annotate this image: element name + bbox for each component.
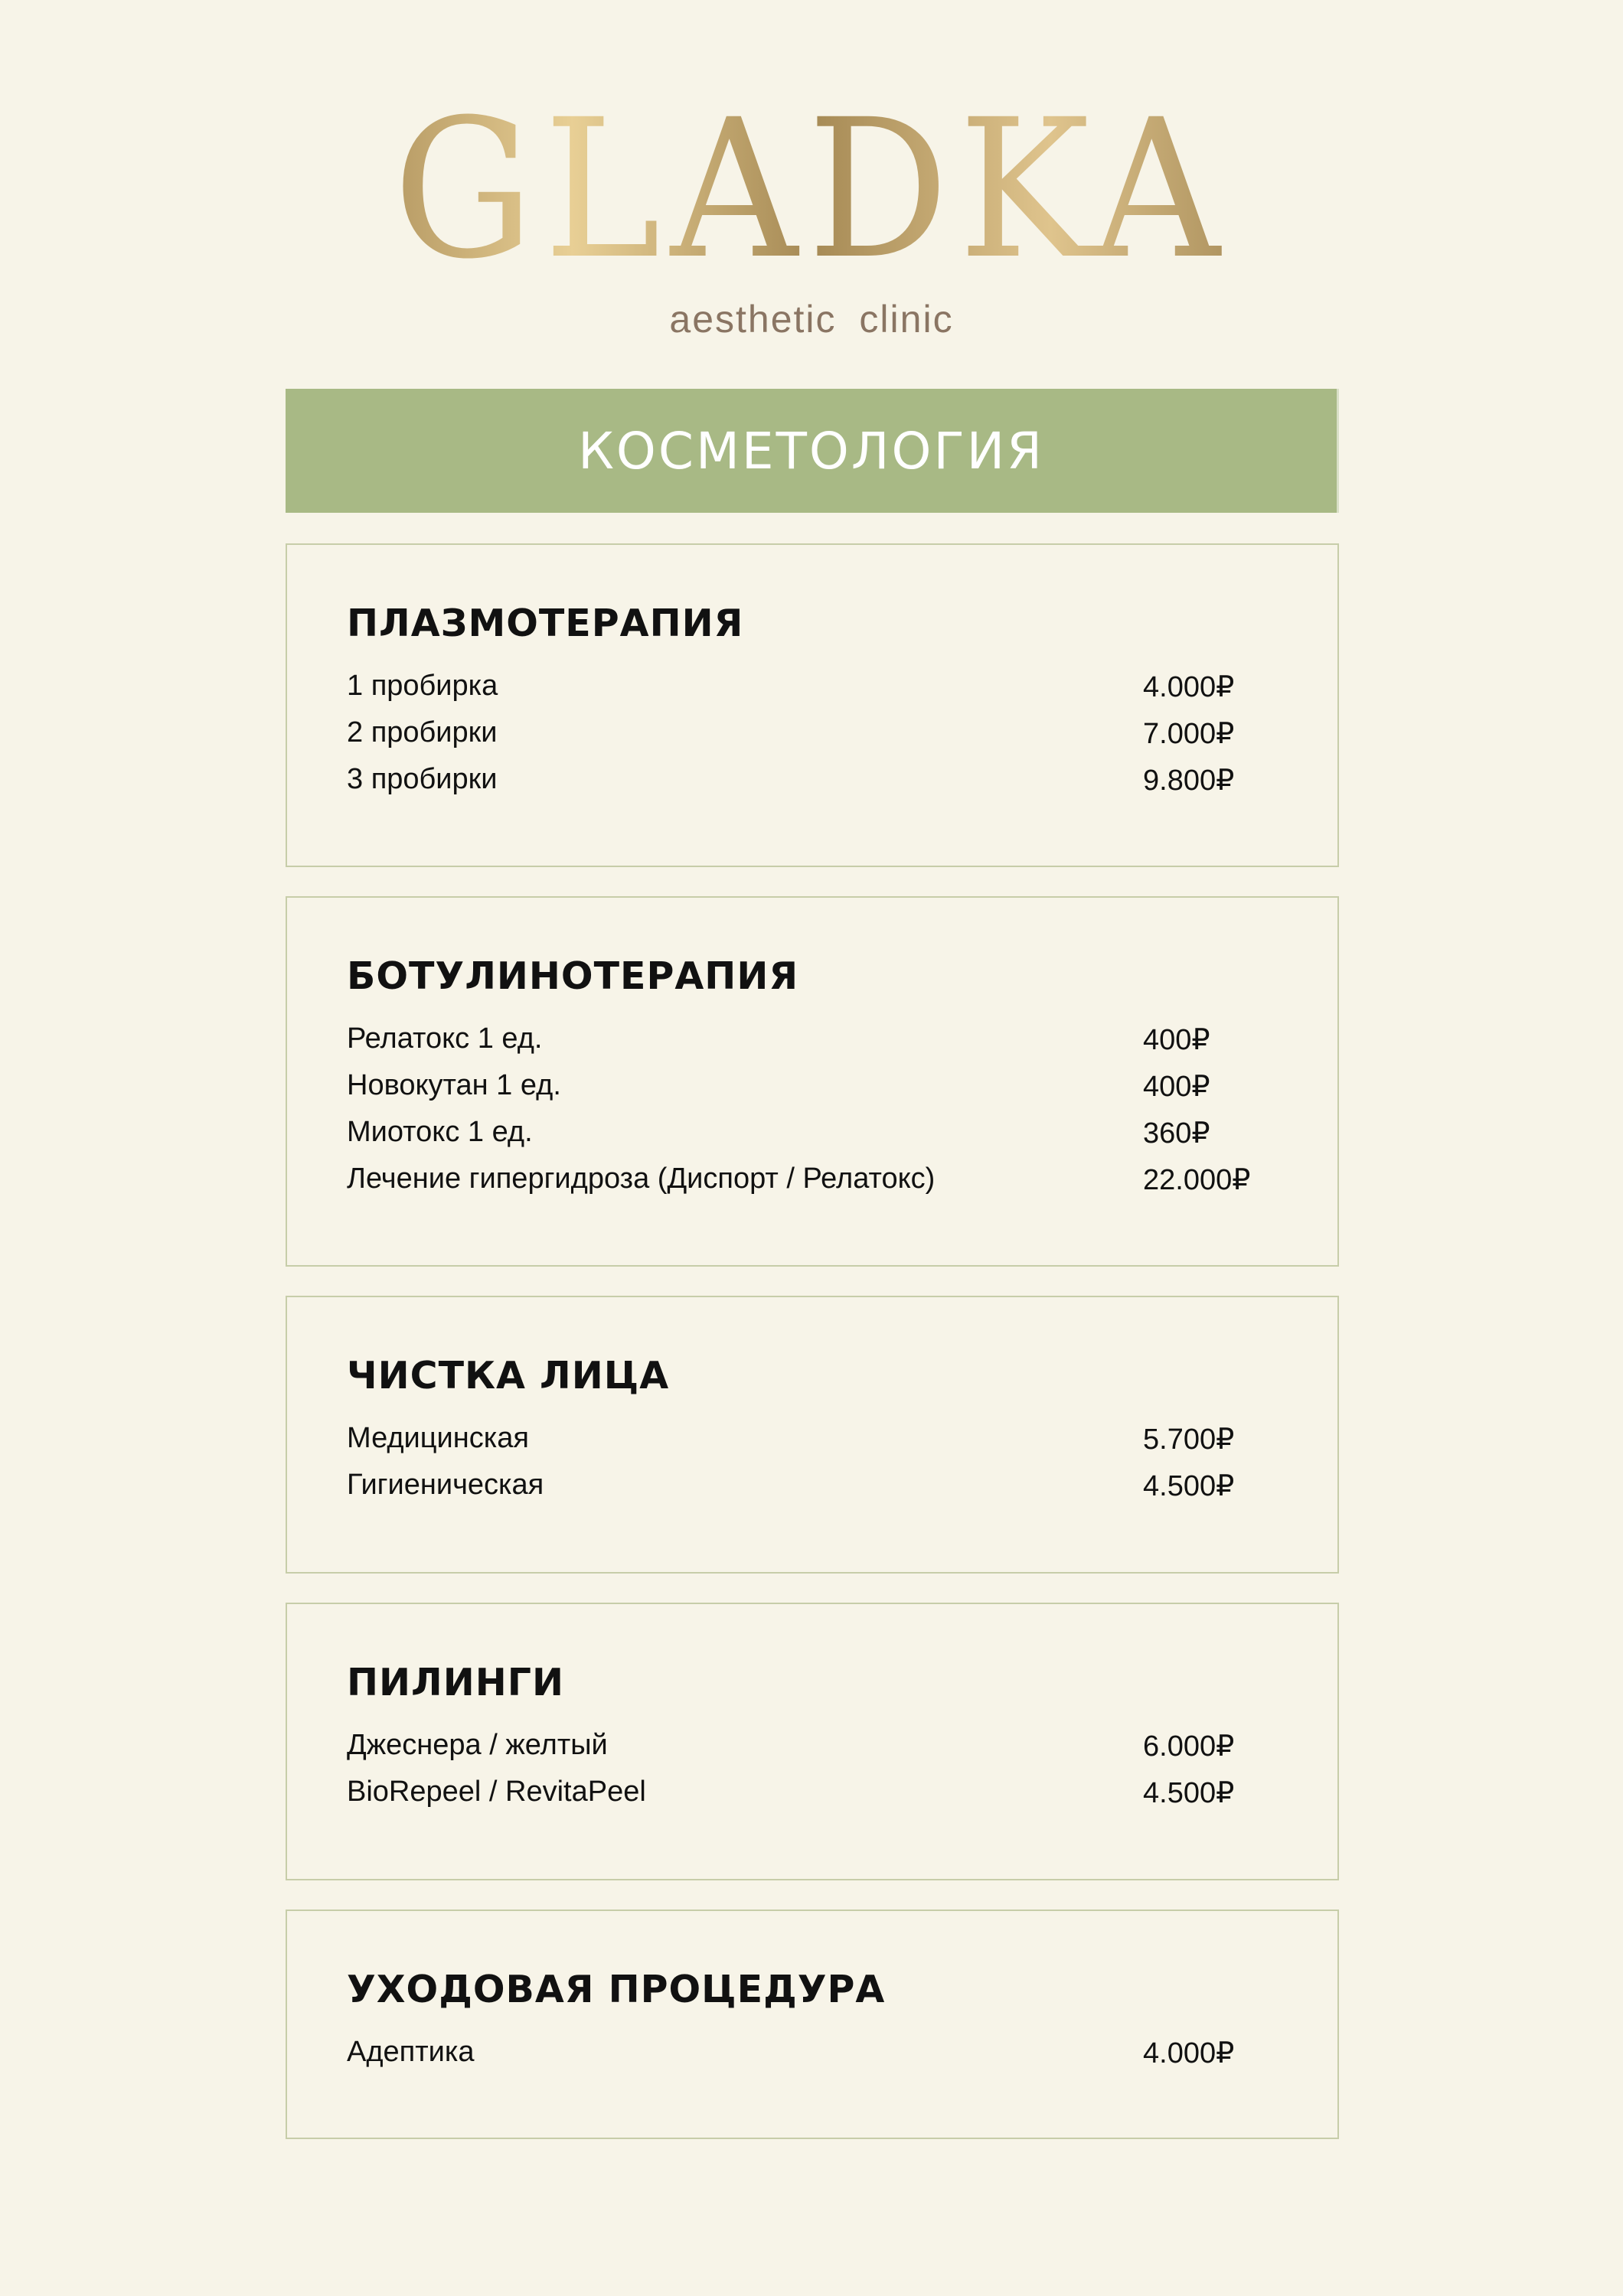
price-row <box>347 1469 1281 1515</box>
service-price: 9.800₽ <box>1143 765 1235 797</box>
price-row <box>347 1163 1281 1209</box>
price-row <box>347 1116 1281 1163</box>
price-row <box>347 1069 1281 1116</box>
price-section-botulinum-therapy <box>286 896 1339 1267</box>
price-row <box>347 763 1281 810</box>
price-section-peels <box>286 1603 1339 1880</box>
section-title: ПЛАЗМОТЕРАПИЯ <box>347 602 744 645</box>
service-name: Медицинская <box>347 1422 529 1454</box>
price-row <box>347 1729 1281 1776</box>
price-row <box>347 670 1281 716</box>
price-section-facial-cleansing <box>286 1296 1339 1574</box>
service-name: Лечение гипергидроза (Диспорт / Релатокс) <box>347 1163 936 1195</box>
service-name: 3 пробирки <box>347 763 498 795</box>
logo-wordmark: GLADKA <box>65 106 1558 274</box>
service-price: 4.500₽ <box>1143 1777 1235 1809</box>
category-banner <box>286 389 1339 513</box>
price-list <box>347 670 1281 810</box>
service-price: 22.000₽ <box>1143 1164 1251 1196</box>
service-name: Новокутан 1 ед. <box>347 1069 561 1101</box>
service-price: 400₽ <box>1143 1024 1210 1056</box>
service-price: 7.000₽ <box>1143 718 1235 750</box>
price-list <box>347 1422 1281 1515</box>
price-list <box>347 2036 1281 2082</box>
service-name: Миотокс 1 ед. <box>347 1116 533 1148</box>
service-price: 360₽ <box>1143 1117 1210 1150</box>
price-row <box>347 2036 1281 2082</box>
service-price: 4.000₽ <box>1143 2037 1235 2069</box>
price-list <box>347 1022 1281 1209</box>
price-row <box>347 1776 1281 1822</box>
section-title: ЧИСТКА ЛИЦА <box>347 1354 670 1397</box>
section-title: БОТУЛИНОТЕРАПИЯ <box>347 954 799 998</box>
price-row <box>347 716 1281 763</box>
clinic-logo <box>0 78 1623 341</box>
logo-tagline: aesthetic clinic <box>669 298 954 341</box>
section-title: УХОДОВАЯ ПРОЦЕДУРА <box>347 1968 886 2011</box>
price-list <box>347 1729 1281 1822</box>
price-row <box>347 1422 1281 1469</box>
service-name: BioRepeel / RevitaPeel <box>347 1776 646 1808</box>
service-price: 4.500₽ <box>1143 1470 1235 1502</box>
price-section-care-procedure <box>286 1910 1339 2139</box>
price-section-plasmotherapy <box>286 543 1339 867</box>
price-row <box>347 1022 1281 1069</box>
service-name: Релатокс 1 ед. <box>347 1022 543 1055</box>
service-price: 5.700₽ <box>1143 1424 1235 1456</box>
service-price: 6.000₽ <box>1143 1730 1235 1763</box>
service-price: 4.000₽ <box>1143 671 1235 703</box>
service-name: 2 пробирки <box>347 716 498 748</box>
service-name: Гигиеническая <box>347 1469 544 1501</box>
service-name: Джеснера / желтый <box>347 1729 608 1761</box>
page-title: КОСМЕТОЛОГИЯ <box>578 421 1044 481</box>
service-price: 400₽ <box>1143 1071 1210 1103</box>
section-title: ПИЛИНГИ <box>347 1661 564 1704</box>
service-name: 1 пробирка <box>347 670 498 702</box>
service-name: Адептика <box>347 2036 475 2068</box>
